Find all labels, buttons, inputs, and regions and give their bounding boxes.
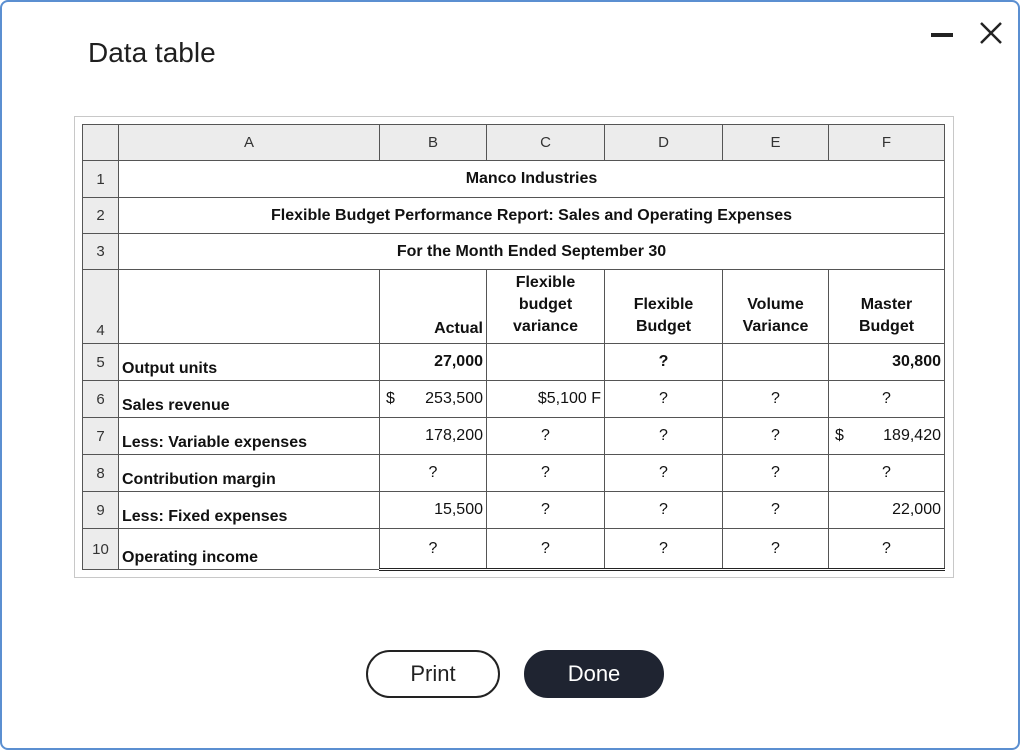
row-number: 2 — [83, 198, 119, 234]
header-line: Flexible — [515, 274, 576, 291]
row-number: 9 — [83, 492, 119, 529]
column-header-b: B — [380, 125, 487, 161]
row-number: 8 — [83, 455, 119, 492]
close-button[interactable] — [976, 18, 1006, 48]
actual-value: ? — [380, 455, 487, 492]
table-row — [83, 198, 945, 234]
flex-budget-value: ? — [605, 455, 723, 492]
print-button[interactable]: Print — [366, 650, 500, 698]
flex-budget-value: ? — [605, 418, 723, 455]
table-row — [83, 529, 945, 570]
volume-variance-value: ? — [723, 455, 829, 492]
master-value: ? — [829, 529, 945, 570]
flex-budget-value: ? — [605, 529, 723, 570]
master-value: 30,800 — [829, 344, 945, 381]
actual-value: ? — [380, 529, 487, 570]
volume-variance-value: ? — [723, 492, 829, 529]
company-name: Manco Industries — [119, 161, 945, 198]
dialog-title: Data table — [88, 37, 216, 68]
flex-variance-value: $5,100 F — [487, 381, 605, 418]
row-number: 10 — [83, 529, 119, 570]
table-row — [83, 455, 945, 492]
column-header-d: D — [605, 125, 723, 161]
flex-budget-value: ? — [605, 381, 723, 418]
dollar-sign: $ — [835, 427, 844, 444]
report-title: Flexible Budget Performance Report: Sales and Operating Expenses — [119, 198, 945, 234]
table-row — [83, 161, 945, 198]
volume-variance-value: ? — [723, 418, 829, 455]
row-number: 5 — [83, 344, 119, 381]
actual-value: 27,000 — [380, 344, 487, 381]
table-row — [83, 344, 945, 381]
header-master-budget — [829, 270, 945, 344]
master-value: ? — [829, 455, 945, 492]
dollar-sign: $ — [386, 390, 395, 407]
header-volume-variance — [723, 270, 829, 344]
row-label: Contribution margin — [119, 455, 380, 492]
actual-value: 178,200 — [380, 418, 487, 455]
header-line: variance — [513, 318, 578, 335]
master-value: 22,000 — [829, 492, 945, 529]
flex-variance-value — [487, 344, 605, 381]
row-number: 6 — [83, 381, 119, 418]
flex-variance-value: ? — [487, 455, 605, 492]
header-line: Flexible — [633, 296, 694, 313]
column-header-c: C — [487, 125, 605, 161]
table-row — [83, 492, 945, 529]
row-number: 7 — [83, 418, 119, 455]
row-number: 1 — [83, 161, 119, 198]
corner-cell — [83, 125, 119, 161]
header-line: Volume — [747, 296, 804, 313]
header-flexible-budget-variance — [487, 270, 605, 344]
header-line: Budget — [858, 318, 915, 335]
table-row — [83, 234, 945, 270]
flex-budget-value: ? — [605, 344, 723, 381]
row-label: Output units — [119, 344, 380, 381]
header-line: Budget — [635, 318, 692, 335]
minimize-button[interactable] — [927, 18, 957, 48]
header-line: Master — [860, 296, 913, 313]
header-flexible-budget — [605, 270, 723, 344]
report-period: For the Month Ended September 30 — [119, 234, 945, 270]
header-line: budget — [518, 296, 573, 313]
column-header-row — [83, 125, 945, 161]
master-value — [829, 418, 945, 455]
minus-icon — [927, 18, 957, 48]
row-number: 4 — [83, 270, 119, 344]
table-row — [83, 381, 945, 418]
volume-variance-value: ? — [723, 381, 829, 418]
spreadsheet-table — [82, 124, 945, 571]
header-blank — [119, 270, 380, 344]
flex-variance-value: ? — [487, 492, 605, 529]
flex-budget-value: ? — [605, 492, 723, 529]
flex-variance-value: ? — [487, 418, 605, 455]
row-number: 3 — [83, 234, 119, 270]
column-header-e: E — [723, 125, 829, 161]
volume-variance-value — [723, 344, 829, 381]
flex-variance-value: ? — [487, 529, 605, 570]
actual-value — [380, 381, 487, 418]
row-label: Operating income — [119, 529, 380, 570]
table-row — [83, 418, 945, 455]
master-value: ? — [829, 381, 945, 418]
row-label: Less: Fixed expenses — [119, 492, 380, 529]
actual-value: 15,500 — [380, 492, 487, 529]
header-actual: Actual — [380, 270, 487, 344]
volume-variance-value: ? — [723, 529, 829, 570]
row-label: Less: Variable expenses — [119, 418, 380, 455]
row-label: Sales revenue — [119, 381, 380, 418]
column-header-f: F — [829, 125, 945, 161]
amount: 253,500 — [425, 390, 483, 407]
amount: 189,420 — [883, 427, 941, 444]
x-icon — [976, 18, 1006, 48]
column-header-a: A — [119, 125, 380, 161]
table-row — [83, 270, 945, 344]
done-button[interactable]: Done — [524, 650, 664, 698]
header-line: Variance — [742, 318, 809, 335]
